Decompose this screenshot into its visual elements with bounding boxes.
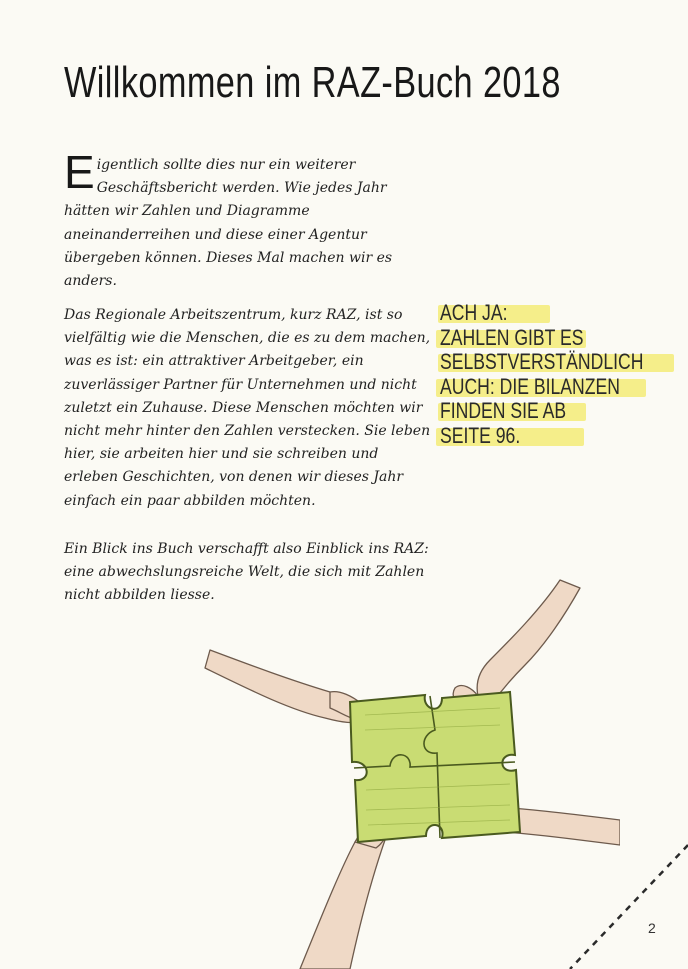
- callout-line: SELBSTVERSTÄNDLICH: [440, 349, 680, 373]
- body-paragraph-2: Das Regionale Arbeitszentrum, kurz RAZ, ist so vielfältig wie die Menschen, die es zu dem machen, was es ist: ein attraktiver Arbeitgeber, ein zuverlässiger Partner für Unternehmen und nicht zuletzt ein Zuhause. Diese Menschen möchten wir nicht mehr hinter den Zahlen verstecken. Sie leben hier, sie arbeiten hier und sie schreiben und erleben Geschichten, von denen wir dieses Jahr einfach ein paar abbilden möchten.: [64, 307, 431, 509]
- callout-line: AUCH: DIE BILANZEN: [440, 374, 680, 398]
- dashed-line-decoration: [560, 830, 688, 969]
- intro-paragraph: [64, 146, 434, 293]
- callout-line: SEITE 96.: [440, 423, 680, 447]
- page-title: Willkommen im RAZ-Buch 2018: [64, 58, 561, 107]
- callout-line: FINDEN SIE AB: [440, 398, 680, 422]
- callout-line: ACH JA:: [440, 300, 680, 324]
- intro-text: igentlich sollte dies nur ein weiterer Geschäftsbericht werden. Wie jedes Jahr hätten wir Zahlen und Diagramme aneinanderreihen und diese einer Agentur übergeben können. Dieses Mal machen wir es anders.: [64, 157, 393, 290]
- callout-box: [440, 300, 680, 447]
- callout-line: ZAHLEN GIBT ES: [440, 325, 680, 349]
- drop-cap: E: [64, 146, 95, 198]
- hands-puzzle-icon: [180, 570, 620, 969]
- body-paragraph-3: Ein Blick ins Buch verschafft also Einblick ins RAZ: eine abwechslungsreiche Welt, die sich mit Zahlen nicht abbilden liesse.: [64, 541, 429, 604]
- page-number: 2: [648, 920, 656, 936]
